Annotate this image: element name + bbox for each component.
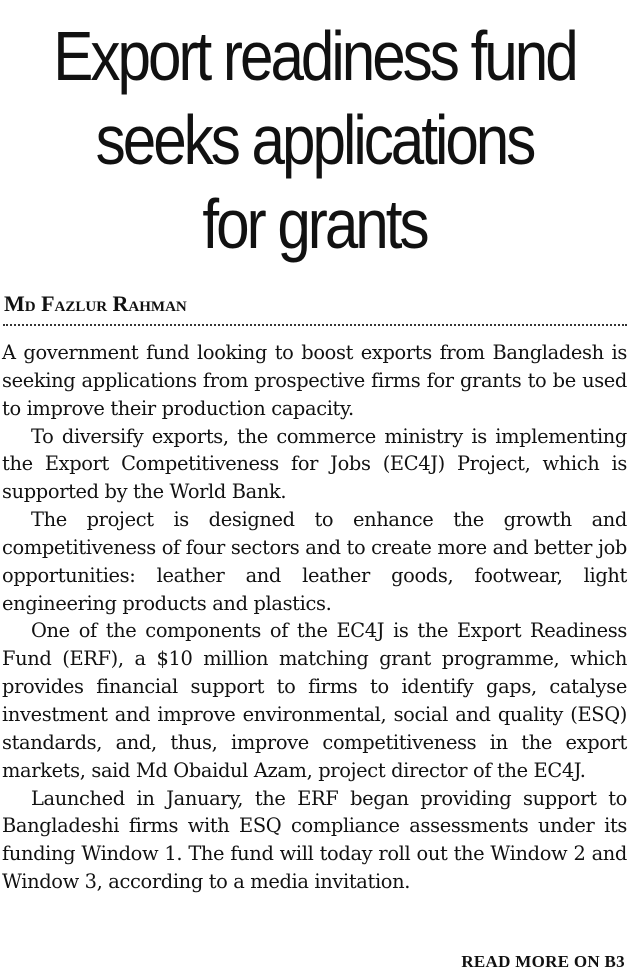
article-paragraph: A government fund looking to boost exports from Bangladesh is seeking applications from prospective firms for grants to be used to improve their production capacity. (2, 341, 627, 420)
article-paragraph: Launched in January, the ERF began providing support to Bangladeshi firms with ESQ compliance assessments under its funding Window 1. The fund will today roll out the Window 2 and Window 3, according to a media invitation. (2, 786, 627, 894)
article-paragraph: To diversify exports, the commerce ministry is implementing the Export Competitiveness for Jobs (EC4J) Project, which is supported by the World Bank. (2, 424, 627, 504)
article-body (2, 339, 627, 896)
article-paragraph: One of the components of the EC4J is the Export Readiness Fund (ERF), a $10 million matching grant programme, which provides financial support to firms to identify gaps, catalyse investment and improve environmental, social and quality (ESQ) standards, and, thus, improve competitiveness in the export markets, said Md Obaidul Azam, project director of the EC4J. (2, 619, 627, 782)
article-paragraph: The project is designed to enhance the growth and competitiveness of four sectors and to create more and better job opportunities: leather and leather goods, footwear, light engineering products and plastics. (2, 508, 627, 615)
byline: Md Fazlur Rahman (4, 291, 187, 316)
headline-line: Export readiness fund (53, 17, 576, 95)
headline (44, 14, 585, 266)
headline-line: seeks applications (95, 101, 534, 179)
headline-line: for grants (202, 185, 427, 263)
read-more-jump: READ MORE ON B3 (461, 952, 625, 971)
dotted-divider (3, 324, 627, 326)
